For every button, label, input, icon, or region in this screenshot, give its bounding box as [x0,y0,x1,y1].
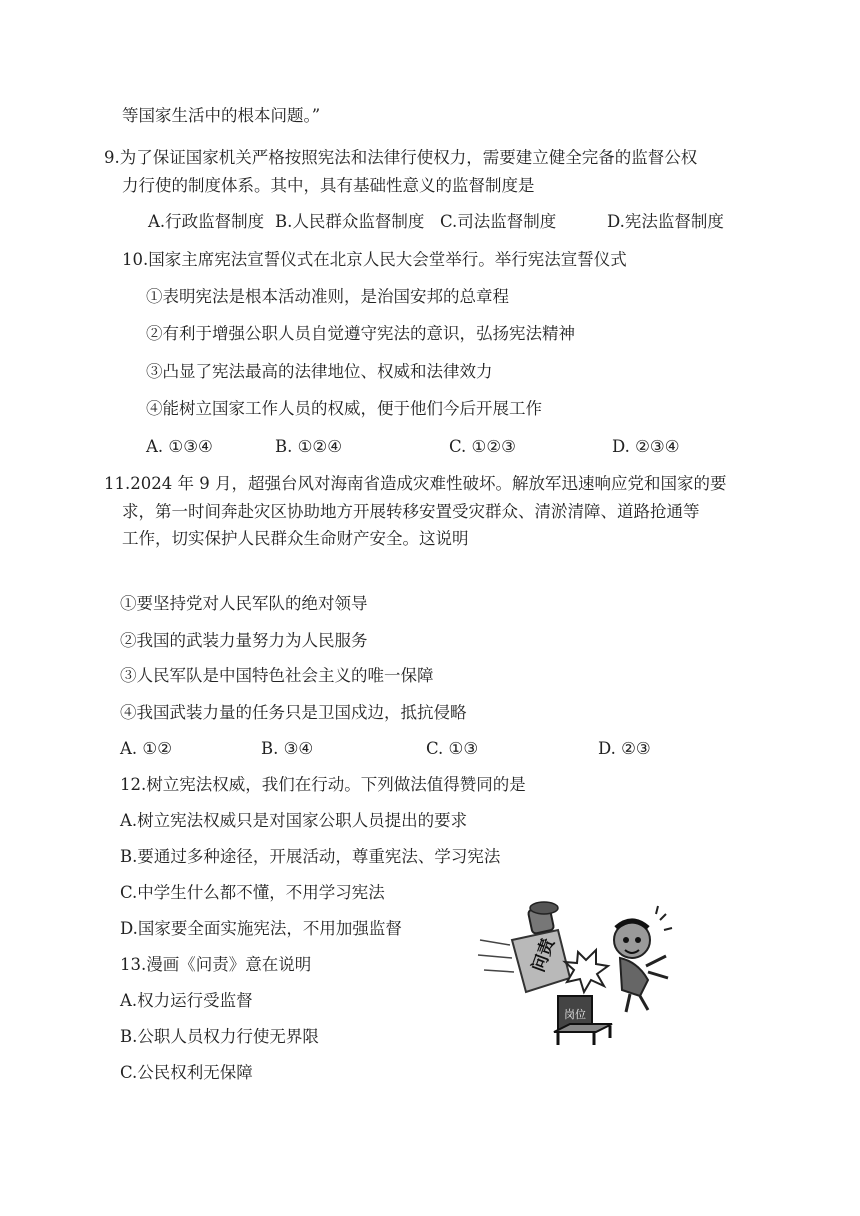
official-figure-icon [614,906,672,1012]
q10-statement-3: ③凸显了宪法最高的法律地位、权威和法律效力 [146,362,493,381]
q11-statement-4: ④我国武装力量的任务只是卫国戍边，抵抗侵略 [120,703,467,722]
q9-option-a: A.行政监督制度 [148,212,265,231]
q13-option-b: B.公职人员权力行使无界限 [120,1027,319,1046]
stamp-icon [478,902,570,992]
impact-burst-icon [565,950,608,992]
q10-option-d: D. ②③④ [612,437,680,456]
q11-option-d: D. ②③ [598,739,651,758]
q12-option-d: D.国家要全面实施宪法，不用加强监督 [120,919,402,938]
q9-option-d: D.宪法监督制度 [607,212,724,231]
q13-option-a: A.权力运行受监督 [120,991,253,1010]
q10-statement-1: ①表明宪法是根本活动准则，是治国安邦的总章程 [146,287,509,306]
question-12-stem: 12.树立宪法权威，我们在行动。下列做法值得赞同的是 [120,775,526,794]
q13-option-c: C.公民权利无保障 [120,1063,253,1082]
q9-option-b: B.人民群众监督制度 [275,212,425,231]
q10-option-b: B. ①②④ [275,437,342,456]
text-line: 等国家生活中的根本问题。” [122,106,321,125]
q12-option-b: B.要通过多种途径，开展活动，尊重宪法、学习宪法 [120,847,501,866]
q11-option-c: C. ①③ [426,739,479,758]
question-9-stem: 9.为了保证国家机关严格按照宪法和法律行使权力，需要建立健全完备的监督公权 [104,148,698,167]
q11-statement-3: ③人民军队是中国特色社会主义的唯一保障 [120,666,434,685]
stamp-label: 问责 [528,935,559,975]
question-11-stem: 11.2024 年 9 月，超强台风对海南省造成灾难性破坏。解放军迅速响应党和国家的要 [104,474,727,493]
question-13-stem: 13.漫画《问责》意在说明 [120,955,312,974]
chair-icon [554,996,612,1045]
q11-option-a: A. ①② [120,739,172,758]
q10-statement-4: ④能树立国家工作人员的权威，便于他们今后开展工作 [146,399,542,418]
chair-label: 岗位 [564,1008,586,1021]
q11-option-b: B. ③④ [261,739,314,758]
accountability-cartoon-image [470,900,685,1045]
q11-statement-2: ②我国的武装力量努力为人民服务 [120,631,368,650]
q12-option-c: C.中学生什么都不懂，不用学习宪法 [120,883,385,902]
q10-option-a: A. ①③④ [146,437,213,456]
q10-statement-2: ②有利于增强公职人员自觉遵守宪法的意识，弘扬宪法精神 [146,324,575,343]
q10-option-c: C. ①②③ [449,437,516,456]
question-9-stem-cont: 力行使的制度体系。其中，具有基础性意义的监督制度是 [122,176,535,195]
q9-option-c: C.司法监督制度 [440,212,557,231]
q11-statement-1: ①要坚持党对人民军队的绝对领导 [120,594,368,613]
question-11-stem-cont2: 工作，切实保护人民群众生命财产安全。这说明 [122,529,469,548]
question-11-stem-cont: 求，第一时间奔赴灾区协助地方开展转移安置受灾群众、清淤清障、道路抢通等 [122,502,700,521]
question-10-stem: 10.国家主席宪法宣誓仪式在北京人民大会堂举行。举行宪法宣誓仪式 [122,250,627,269]
q12-option-a: A.树立宪法权威只是对国家公职人员提出的要求 [120,811,468,830]
